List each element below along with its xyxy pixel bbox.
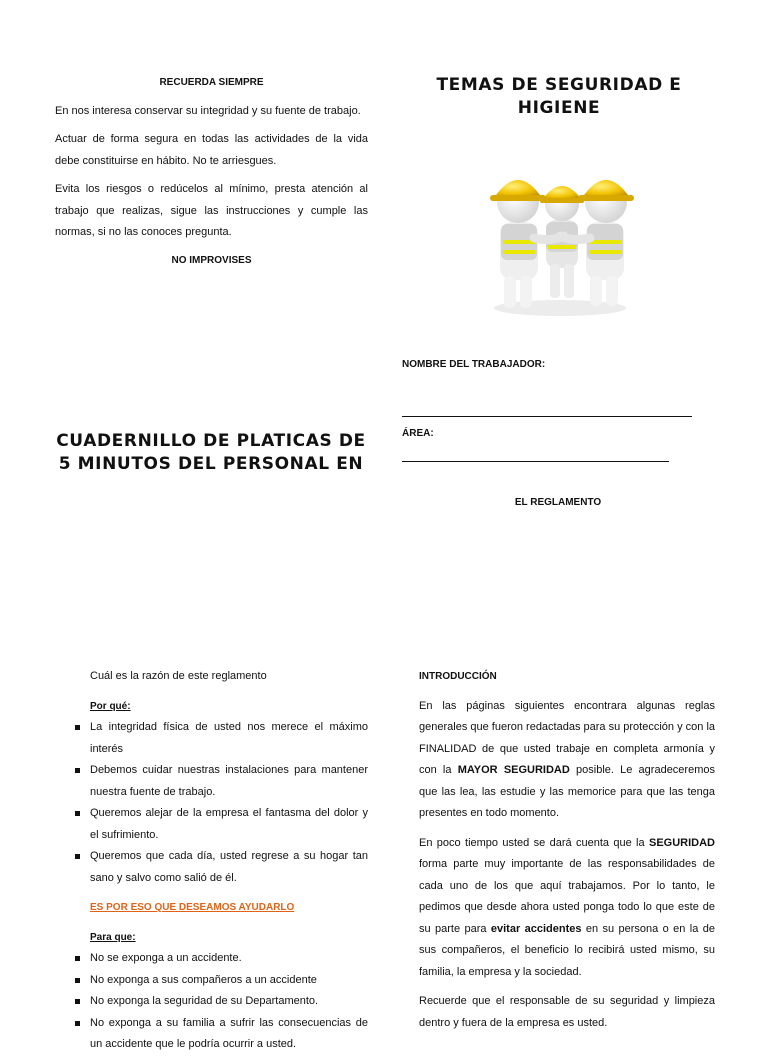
regulation-heading: EL REGLAMENTO — [514, 497, 602, 508]
regulation-reasons — [55, 666, 368, 1056]
list-item: Queremos alejar de la empresa el fantasma del dolor y el sufrimiento. — [55, 803, 368, 846]
introduction-paragraph-2: En poco tiempo usted se dará cuenta que la SEGURIDAD forma parte muy importante de las responsabilidades de cada uno de los que aquí trabajamos. Por lo tanto, le pedimos que desde ahora usted ponga todo lo que este de su parte para evitar accidentes en su persona o en la de sus compañeros, el beneficio lo recibirá usted mismo, su familia, la empresa y la sociedad. — [419, 836, 715, 978]
area-label: ÁREA: — [402, 428, 434, 439]
worker-name-line — [402, 416, 692, 417]
area-line — [402, 461, 669, 462]
why-list — [55, 717, 368, 889]
list-item: Queremos que cada día, usted regrese a su hogar tan sano y salvo como salió de él. — [55, 846, 368, 889]
introduction-heading: INTRODUCCIÓN — [419, 671, 497, 682]
list-item: No exponga la seguridad de su Departamento. — [55, 991, 368, 1013]
safety-title: TEMAS DE SEGURIDAD E HIGIENE — [436, 75, 682, 118]
reminder-heading: RECUERDA SIEMPRE — [159, 77, 264, 88]
reasons-intro: Cuál es la razón de este reglamento — [90, 670, 267, 682]
reminder-paragraph-2: Actuar de forma segura en todas las actividades de la vida debe constituirse en hábito. No te arriesgues. — [55, 133, 368, 167]
list-item: No exponga a su familia a sufrir las consecuencias de un accidente que le podría ocurrir a usted. — [55, 1013, 368, 1056]
reminder-paragraph-1: En nos interesa conservar su integridad y su fuente de trabajo. — [55, 104, 361, 117]
purpose-list — [55, 948, 368, 1056]
worker-name-label: NOMBRE DEL TRABAJADOR: — [402, 359, 546, 370]
cover-title: CUADERNILLO DE PLATICAS DE 5 MINUTOS DEL PERSONAL EN — [56, 431, 366, 474]
introduction-panel — [419, 666, 715, 1034]
reminder-panel — [55, 72, 368, 271]
reminder-closing: NO IMPROVISES — [171, 254, 252, 266]
list-item: La integridad física de usted nos merece el máximo interés — [55, 717, 368, 760]
purpose-heading: Para que: — [90, 931, 136, 943]
help-heading: ES POR ESO QUE DESEAMOS AYUDARLO — [90, 902, 295, 913]
introduction-paragraph-1: En las páginas siguientes encontrara algunas reglas generales que fueron redactadas para su protección y con la FINALIDAD de que usted trabaje en completa armonía y con la MAYOR SEGURIDAD posible. Le agradeceremos que las lea, las estudie y las memorice para que las tenga presentes en todo momento. — [419, 699, 715, 819]
reminder-paragraph-3: Evita los riesgos o redúcelos al mínimo, presta atención al trabajo que realizas, sigue las instrucciones y cumple las normas, si no las conoces pregunta. — [55, 183, 368, 238]
why-heading: Por qué: — [90, 700, 131, 712]
list-item: No exponga a sus compañeros a un accidente — [55, 970, 368, 992]
list-item: No se exponga a un accidente. — [55, 948, 368, 970]
introduction-paragraph-3: Recuerde que el responsable de su seguridad y limpieza dentro y fuera de la empresa es usted. — [419, 995, 715, 1029]
three-workers-hardhats-icon — [478, 160, 638, 320]
list-item: Debemos cuidar nuestras instalaciones para mantener nuestra fuente de trabajo. — [55, 760, 368, 803]
